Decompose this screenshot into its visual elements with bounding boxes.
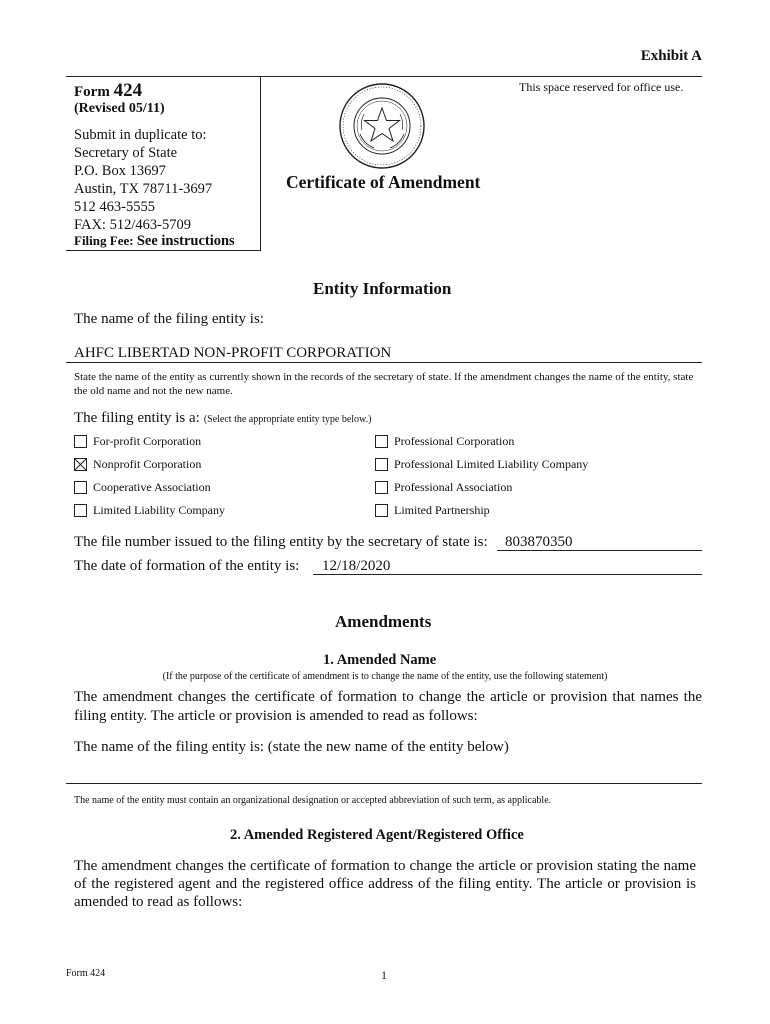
submit-line: Secretary of State (74, 145, 178, 161)
form-number-label (74, 80, 142, 102)
file-number-value: 803870350 (505, 534, 573, 550)
new-name-prompt: The name of the filing entity is: (state the new name of the entity below) (74, 739, 509, 755)
entity-type-option[interactable] (375, 457, 588, 472)
entity-name-prompt: The name of the filing entity is: (74, 311, 264, 327)
entity-type-option[interactable] (375, 434, 514, 449)
entity-type-option[interactable] (74, 457, 201, 472)
form-prefix: Form (74, 84, 114, 100)
checkbox-cooperative-association[interactable] (74, 481, 87, 494)
entity-name-instructions: State the name of the entity as currently shown in the records of the secretary of state. If the amendment changes the name of the entity, state the old name and not the new name. (74, 371, 694, 397)
entity-type-label: Cooperative Association (93, 480, 211, 494)
amended-agent-heading: 2. Amended Registered Agent/Registered Office (230, 827, 524, 843)
amended-name-text: The amendment changes the certificate of formation to change the article or provision that names the filing entity. The article or provision is amended to read as follows: (74, 689, 702, 724)
exhibit-label: Exhibit A (640, 48, 702, 64)
entity-type-label: Professional Corporation (394, 434, 515, 448)
submit-line: Submit in duplicate to: (74, 127, 207, 143)
file-number-prompt: The file number issued to the filing entity by the secretary of state is: (74, 534, 488, 550)
file-number-field[interactable] (497, 534, 702, 551)
footer-form-label: Form 424 (66, 968, 106, 979)
checkbox-professional-corporation[interactable] (375, 435, 388, 448)
entity-type-prompt-line (74, 409, 371, 427)
checkbox-limited-partnership[interactable] (375, 504, 388, 517)
entity-type-option[interactable] (375, 480, 512, 495)
entity-type-option[interactable] (74, 434, 201, 449)
entity-name-field[interactable] (74, 345, 702, 363)
new-name-field[interactable] (66, 765, 702, 783)
formation-date-value: 12/18/2020 (322, 558, 391, 574)
checked-x-icon (75, 459, 86, 470)
texas-state-seal-icon (338, 82, 426, 170)
entity-section-title: Entity Information (313, 279, 452, 298)
revised-date: (Revised 05/11) (74, 101, 165, 116)
entity-type-note: (Select the appropriate entity type below.) (203, 414, 372, 425)
certificate-title: Certificate of Amendment (286, 172, 481, 192)
submit-address-block (74, 126, 212, 234)
new-name-underline (66, 783, 702, 784)
amended-name-note: (If the purpose of the certificate of amendment is to change the name of the entity, use the following statement) (162, 671, 608, 682)
filing-fee-text: See instructions (136, 233, 235, 249)
entity-type-label: Professional Association (394, 480, 513, 494)
submit-line: Austin, TX 78711-3697 (74, 181, 213, 197)
submit-line: FAX: 512/463-5709 (74, 217, 191, 233)
amended-name-heading: 1. Amended Name (323, 652, 437, 668)
new-name-footnote: The name of the entity must contain an organizational designation or accepted abbreviation of such term, as applicable. (74, 795, 552, 806)
entity-type-option[interactable] (74, 480, 211, 495)
checkbox-limited-liability-company[interactable] (74, 504, 87, 517)
entity-type-option[interactable] (375, 503, 490, 518)
entity-name-underline (66, 362, 702, 363)
amended-agent-text: The amendment changes the certificate of formation to change the article or provision stating the name of the registered agent and the registered office address of the filing entity. The article or provision is amended to read as follows: (74, 858, 696, 910)
checkbox-professional-llc[interactable] (375, 458, 388, 471)
entity-type-option[interactable] (74, 503, 225, 518)
checkbox-professional-association[interactable] (375, 481, 388, 494)
entity-name-value: AHFC LIBERTAD NON-PROFIT CORPORATION (74, 345, 392, 361)
form-number: 424 (113, 80, 143, 101)
checkbox-for-profit-corporation[interactable] (74, 435, 87, 448)
formation-date-prompt: The date of formation of the entity is: (74, 558, 300, 574)
checkbox-nonprofit-corporation[interactable] (74, 458, 87, 471)
office-use-label: This space reserved for office use. (519, 80, 684, 94)
entity-type-label: Limited Liability Company (93, 503, 225, 517)
submit-line: P.O. Box 13697 (74, 163, 166, 179)
amendments-section-title: Amendments (335, 612, 432, 631)
filing-fee-prefix: Filing Fee: (74, 233, 137, 248)
entity-type-label: Nonprofit Corporation (93, 457, 202, 471)
submit-line: 512 463-5555 (74, 199, 155, 215)
entity-type-label: Limited Partnership (394, 503, 490, 517)
entity-type-label: For-profit Corporation (93, 434, 202, 448)
page-number: 1 (381, 968, 387, 982)
entity-type-prompt: The filing entity is a: (74, 410, 200, 426)
formation-date-field[interactable] (313, 558, 702, 575)
entity-type-label: Professional Limited Liability Company (394, 457, 589, 471)
header-title-box (261, 76, 702, 250)
filing-fee (74, 233, 235, 250)
